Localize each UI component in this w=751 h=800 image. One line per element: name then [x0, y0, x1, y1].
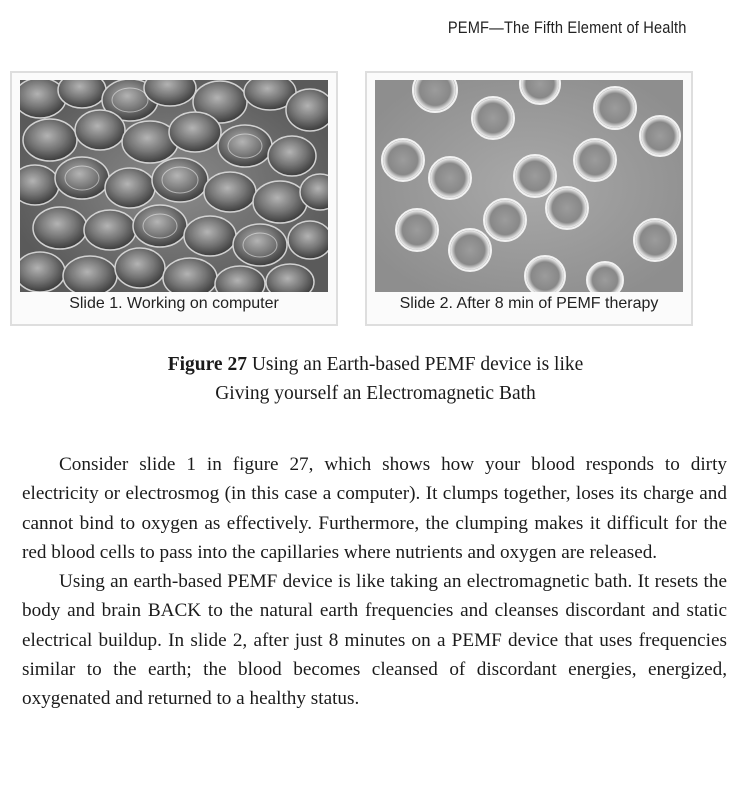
figure-label: Figure 27: [167, 354, 247, 375]
figure-caption: [0, 350, 751, 408]
slide-1-caption: Slide 1. Working on computer: [69, 295, 279, 312]
paragraph-1: Consider slide 1 in figure 27, which shows how your blood responds to dirty electricity or electrosmog (in this case a computer). It clumps together, loses its charge and cannot bind to oxygen as effectively. Furthermore, the clumping makes it difficult for the red blood cells to pass into the capillaries where nutrients and oxygen are released.: [22, 454, 727, 563]
paragraph-2: Using an earth-based PEMF device is like taking an electromagnetic bath. It resets the body and brain BACK to the natural earth frequencies and cleanses discordant and static electrical buildup. In slide 2, after just 8 minutes on a PEMF device that uses frequencies similar to the earth; the blood becomes cleansed of discordant energies, energized, oxygenated and returned to a healthy status.: [22, 571, 727, 710]
figure-caption-line-1: [0, 350, 751, 379]
figure-caption-text-1: Using an Earth-based PEMF device is like: [251, 354, 584, 375]
figure-caption-line-2: Giving yourself an Electromagnetic Bath: [215, 383, 536, 404]
healthy-blood-cells-image: [375, 80, 683, 292]
slide-2-panel: [365, 71, 693, 326]
slide-2-caption: Slide 2. After 8 min of PEMF therapy: [399, 295, 659, 312]
slide-1-panel: [10, 71, 338, 326]
running-header-title: PEMF—The Fifth Element of Health: [448, 18, 687, 37]
clumped-blood-cells-image: [20, 80, 328, 292]
body-text: [22, 450, 727, 714]
